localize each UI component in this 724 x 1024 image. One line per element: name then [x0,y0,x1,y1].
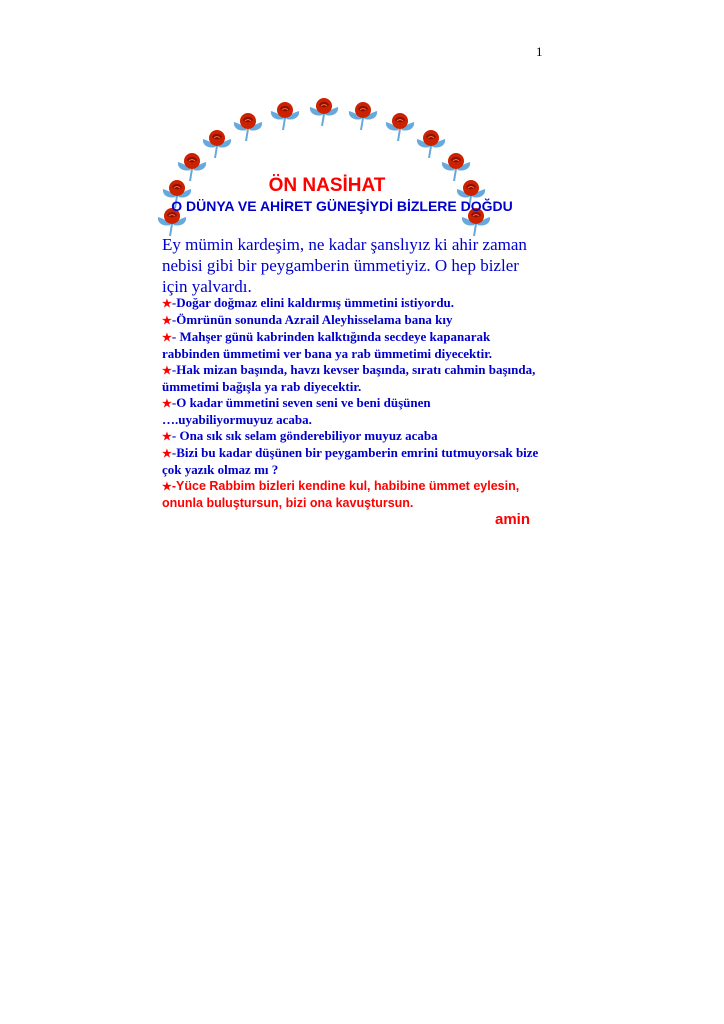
intro-paragraph: Ey mümin kardeşim, ne kadar şanslıyız ki ahir zaman nebisi gibi bir peygamberin ümmetiyiz. O hep bizler için yalvardı. [162,235,527,296]
rose-icon [383,112,417,142]
page-number: 1 [536,44,543,59]
subtitle: O DÜNYA VE AHİRET GÜNEŞİYDİ BİZLERE DOĞDU [171,198,513,214]
star-icon: ★ [162,365,172,377]
advice-list [162,295,542,511]
list-item: ★- Ona sık sık selam gönderebiliyor muyuz acaba [162,428,438,443]
rose-icon [231,112,265,142]
list-item: ★-O kadar ümmetini seven seni ve beni düşünen ….uyabiliyormuyuz acaba. [162,395,431,427]
page-title: ÖN NASİHAT [268,175,386,196]
star-icon: ★ [162,315,172,327]
list-item: ★-Hak mizan başında, havzı kevser başında, sıratı cahmin başında, ümmetimi bağışla ya rab diyecektir. [162,362,536,394]
star-icon: ★ [162,431,172,443]
star-icon: ★ [162,398,172,410]
list-item: ★-Doğar doğmaz elini kaldırmış ümmetini istiyordu. [162,295,455,310]
star-icon: ★ [162,332,172,344]
rose-icon [307,97,341,127]
rose-icon [268,101,302,131]
rose-icon [200,129,234,159]
list-item: ★-Bizi bu kadar düşünen bir peygamberin emrini tutmuyorsak bize çok yazık olmaz mı ? [162,445,539,477]
star-icon: ★ [162,448,172,460]
list-item: ★-Ömrünün sonunda Azrail Aleyhisselama bana kıy [162,312,453,327]
star-icon: ★ [162,298,172,310]
list-item-prayer: ★-Yüce Rabbim bizleri kendine kul, habibine ümmet eylesin, onunla buluştursun, bizi ona kavuştursun. [162,479,520,510]
closing-word: amin [495,511,531,528]
star-icon: ★ [162,481,172,493]
rose-icon [346,101,380,131]
list-item: ★- Mahşer günü kabrinden kalktığında secdeye kapanarak rabbinden ümmetimi ver bana ya rab ümmetimi diyecektir. [162,329,493,361]
rose-arc-decoration [0,0,724,200]
